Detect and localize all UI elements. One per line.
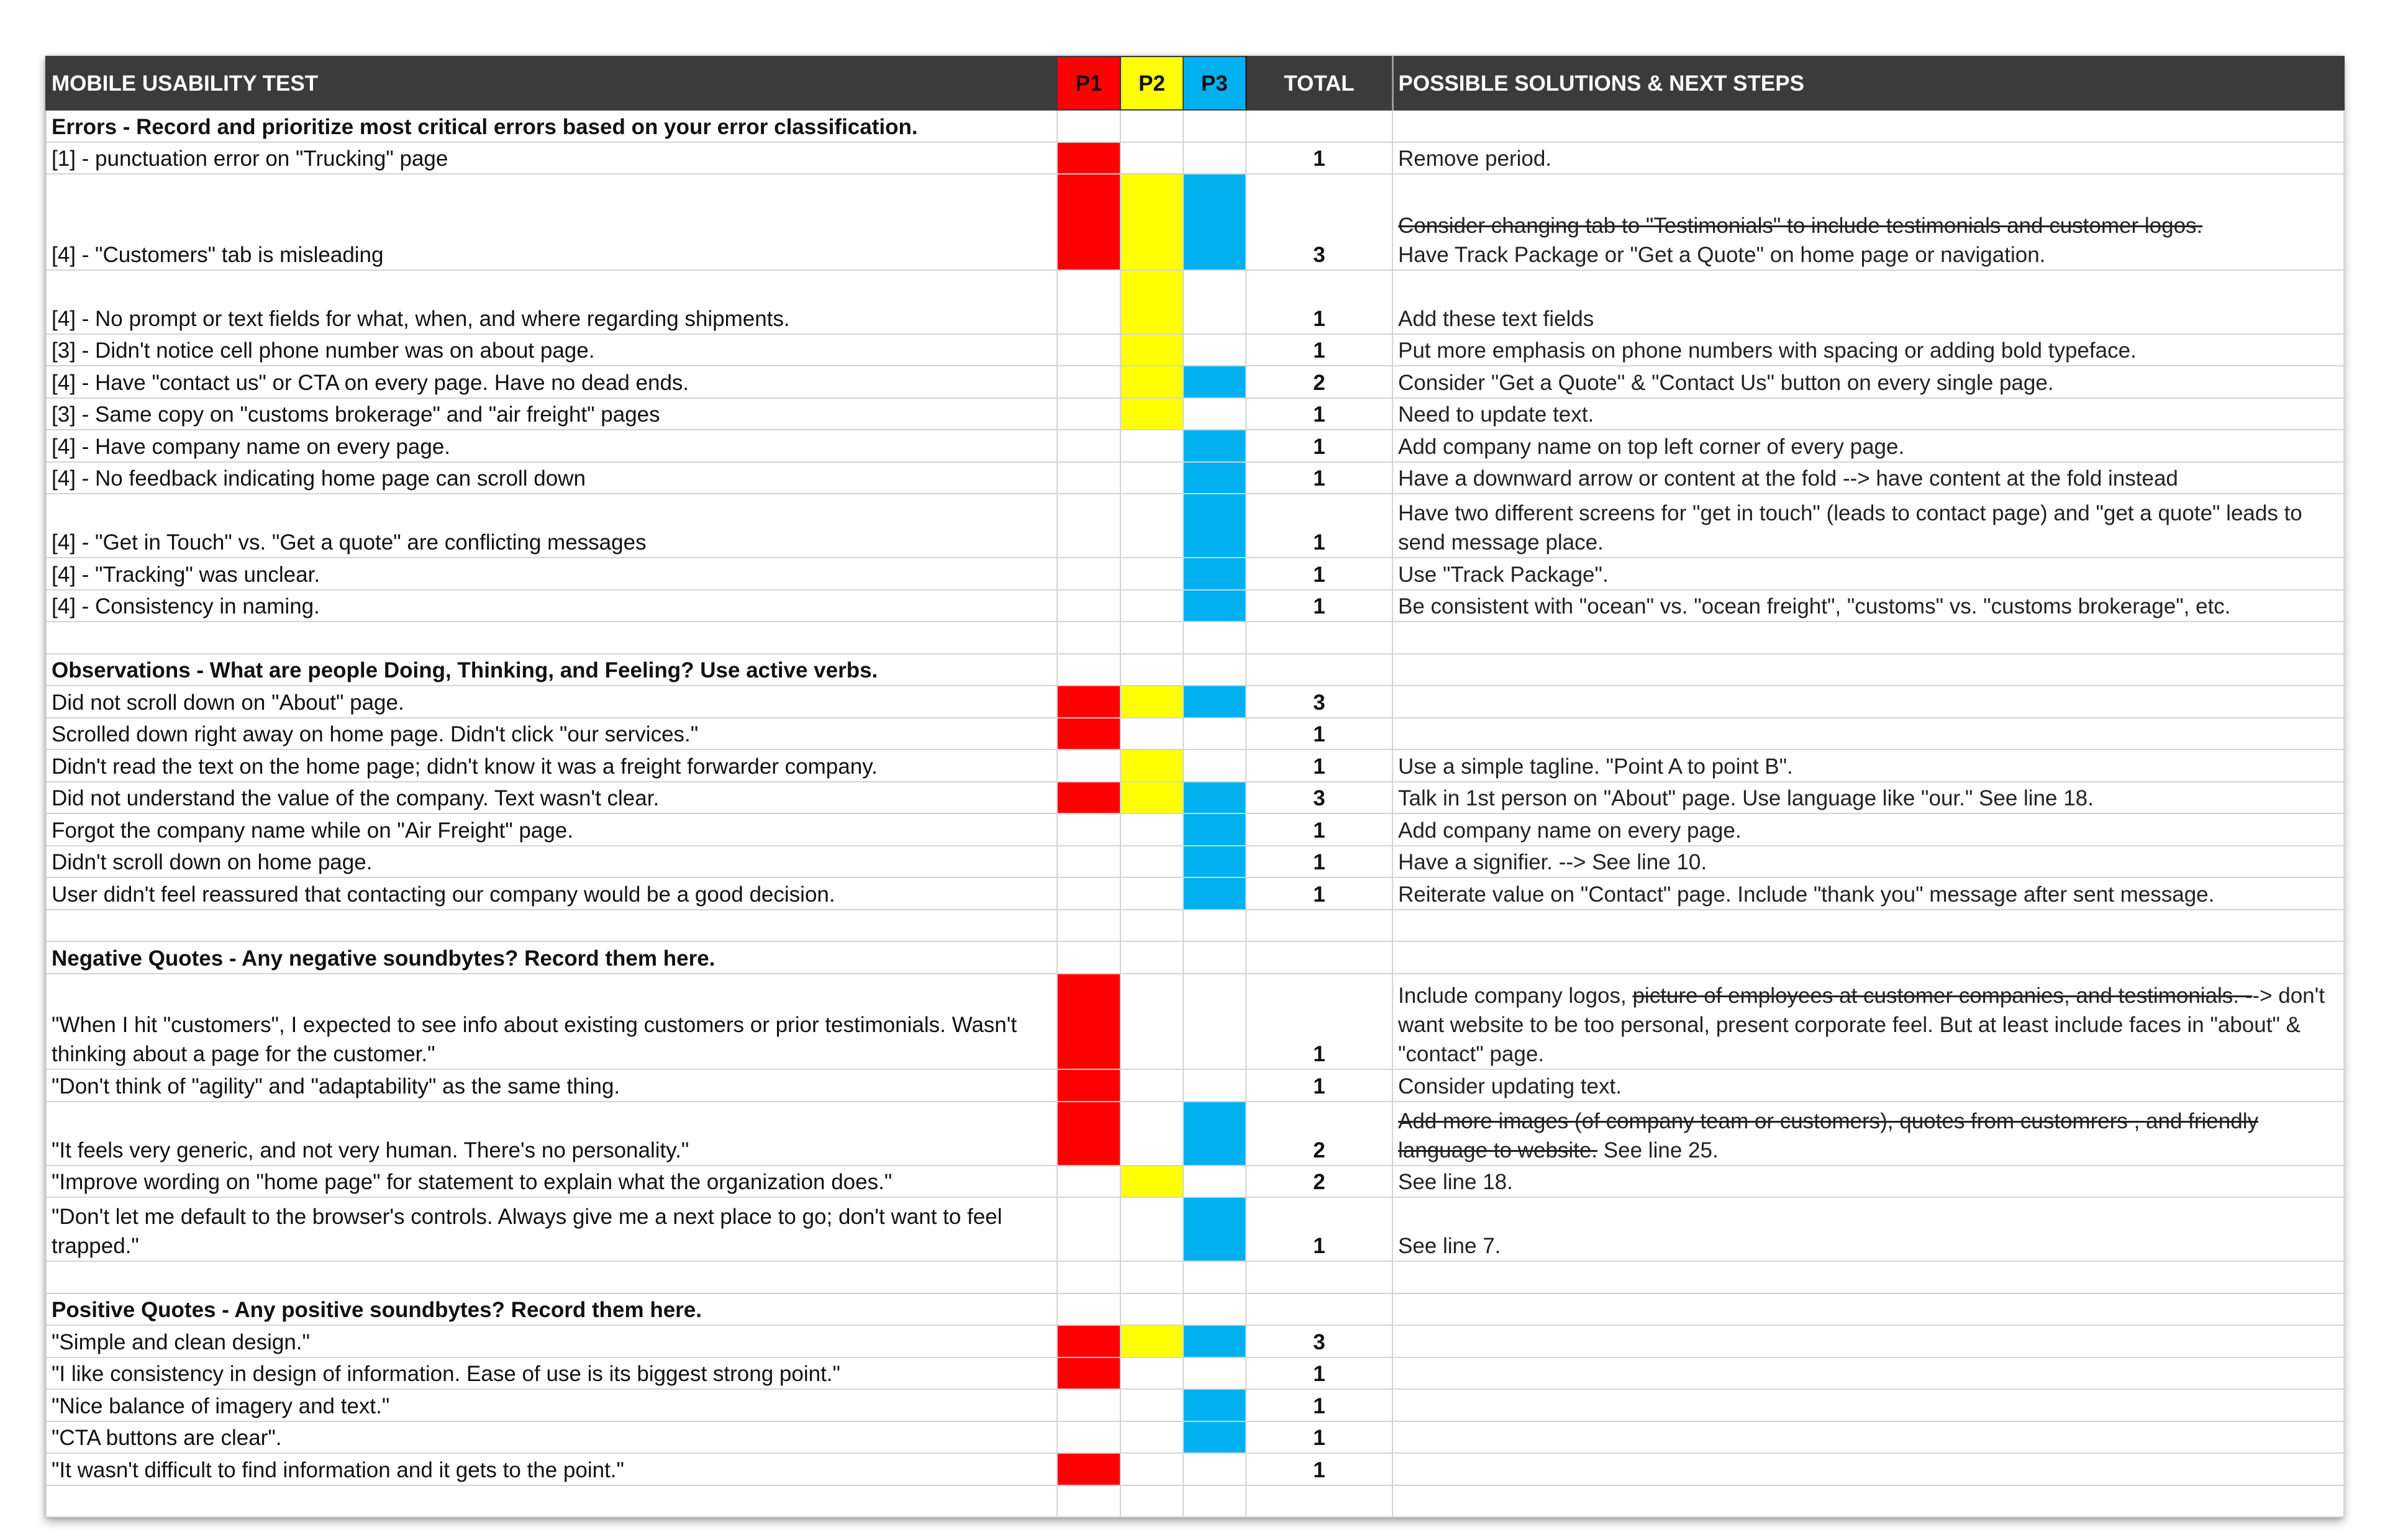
cell-solution[interactable] [1392,1485,2344,1518]
cell-p2-marker[interactable] [1120,910,1183,942]
cell-description[interactable]: User didn't feel reassured that contacting our company would be a good decision. [46,877,1057,910]
cell-description[interactable]: [3] - Didn't notice cell phone number was on about page. [46,334,1057,366]
cell-solution[interactable] [1392,750,2344,782]
cell-p2-marker[interactable] [1120,494,1183,558]
table-row [46,1102,2344,1166]
cell-p2-marker[interactable] [1120,270,1183,334]
cell-total[interactable]: 1 [1246,558,1392,590]
solution-text: Be consistent with "ocean" vs. "ocean freight", "customs" vs. "customs brokerage", etc. [1398,594,2231,618]
cell-p3-marker[interactable] [1183,1261,1246,1293]
cell-p1-marker[interactable] [1057,1166,1120,1198]
cell-description[interactable]: "CTA buttons are clear". [46,1421,1057,1454]
cell-description[interactable] [46,1261,1057,1293]
cell-p2-marker[interactable] [1120,110,1183,142]
solution-text: Reiterate value on "Contact" page. Include "thank you" message after sent message. [1398,882,2215,907]
cell-description[interactable] [46,910,1057,942]
cell-total[interactable]: 1 [1246,1357,1392,1390]
table-row [46,750,2344,782]
cell-description[interactable]: [4] - No prompt or text fields for what, when, and where regarding shipments. [46,270,1057,334]
cell-p2-marker[interactable] [1120,1421,1183,1454]
table-row [46,1325,2344,1357]
cell-p2-marker[interactable] [1120,877,1183,910]
solution-text: See line 18. [1398,1170,1513,1194]
table-row [46,1421,2344,1454]
cell-p3-marker[interactable] [1183,974,1246,1070]
header-p1[interactable]: P1 [1057,57,1120,110]
cell-p3-marker[interactable] [1183,877,1246,910]
cell-description[interactable]: Didn't read the text on the home page; didn't know it was a freight forwarder company. [46,750,1057,782]
cell-p3-marker[interactable] [1183,686,1246,718]
cell-solution[interactable] [1392,654,2344,686]
solution-text: Consider updating text. [1398,1074,1622,1098]
header-solutions[interactable]: POSSIBLE SOLUTIONS & NEXT STEPS [1392,57,2344,110]
cell-p1-marker[interactable] [1057,782,1120,814]
cell-solution[interactable] [1392,334,2344,366]
cell-total[interactable]: 1 [1246,398,1392,430]
table-row [46,718,2344,750]
table-row [46,270,2344,334]
solution-text: Add company name on top left corner of every page. [1398,434,1905,459]
cell-p3-marker[interactable] [1183,750,1246,782]
cell-p2-marker[interactable] [1120,1485,1183,1518]
cell-p2-marker[interactable] [1120,846,1183,878]
cell-description[interactable]: Negative Quotes - Any negative soundbytes? Record them here. [46,941,1057,974]
cell-p1-marker[interactable] [1057,974,1120,1070]
cell-solution[interactable] [1392,782,2344,814]
section-row [46,654,2344,686]
cell-p2-marker[interactable] [1120,334,1183,366]
table-row [46,813,2344,846]
solution-strikethrough-text: Consider changing tab to "Testimonials" to include testimonials and customer logos. [1398,213,2203,238]
cell-solution[interactable] [1392,941,2344,974]
cell-description[interactable]: [4] - Have company name on every page. [46,430,1057,462]
table-row [46,1166,2344,1198]
cell-solution[interactable] [1392,110,2344,142]
cell-solution[interactable] [1392,398,2344,430]
cell-total[interactable]: 1 [1246,846,1392,878]
usability-table [45,56,2345,1518]
cell-description[interactable]: [4] - No feedback indicating home page can scroll down [46,462,1057,494]
table-body [46,110,2344,1517]
cell-p1-marker[interactable] [1057,1261,1120,1293]
cell-p2-marker[interactable] [1120,558,1183,590]
cell-p1-marker[interactable] [1057,846,1120,878]
cell-total[interactable] [1246,910,1392,942]
cell-p3-marker[interactable] [1183,718,1246,750]
table-row [46,877,2344,910]
table-row [46,590,2344,622]
cell-p1-marker[interactable] [1057,270,1120,334]
solution-text: Have two different screens for "get in touch" (leads to contact page) and "get a quote" leads to send message place. [1398,501,2302,555]
section-row [46,1293,2344,1326]
solution-text: See line 7. [1398,1234,1501,1258]
cell-description[interactable]: [4] - "Customers" tab is misleading [46,174,1057,270]
cell-total[interactable]: 3 [1246,782,1392,814]
cell-total[interactable]: 1 [1246,590,1392,622]
cell-solution[interactable] [1392,622,2344,654]
cell-p3-marker[interactable] [1183,462,1246,494]
cell-total[interactable]: 1 [1246,1453,1392,1485]
cell-p2-marker[interactable] [1120,1293,1183,1326]
cell-p3-marker[interactable] [1183,366,1246,398]
cell-solution[interactable] [1392,1357,2344,1390]
cell-p1-marker[interactable] [1057,558,1120,590]
cell-description[interactable]: "Nice balance of imagery and text." [46,1389,1057,1421]
table-row [46,1069,2344,1102]
cell-description[interactable]: "Don't think of "agility" and "adaptability" as the same thing. [46,1069,1057,1102]
cell-description[interactable]: "Don't let me default to the browser's controls. Always give me a next place to go; don't want to feel trapped." [46,1197,1057,1261]
cell-p1-marker[interactable] [1057,174,1120,270]
cell-p3-marker[interactable] [1183,334,1246,366]
cell-description[interactable]: "It feels very generic, and not very human. There's no personality." [46,1102,1057,1166]
cell-p3-marker[interactable] [1183,110,1246,142]
solution-text: Use a simple tagline. "Point A to point B". [1398,754,1793,779]
cell-solution[interactable] [1392,813,2344,846]
cell-p2-marker[interactable] [1120,1166,1183,1198]
cell-total[interactable] [1246,654,1392,686]
cell-p1-marker[interactable] [1057,1197,1120,1261]
cell-description[interactable]: [4] - Consistency in naming. [46,590,1057,622]
cell-total[interactable]: 3 [1246,174,1392,270]
cell-p2-marker[interactable] [1120,974,1183,1070]
solution-text: Consider "Get a Quote" & "Contact Us" button on every single page. [1398,370,2054,395]
cell-p1-marker[interactable] [1057,750,1120,782]
cell-p2-marker[interactable] [1120,430,1183,462]
cell-p1-marker[interactable] [1057,1357,1120,1390]
cell-p2-marker[interactable] [1120,782,1183,814]
solution-text: Add company name on every page. [1398,818,1742,843]
cell-solution[interactable] [1392,1197,2344,1261]
cell-solution[interactable] [1392,877,2344,910]
cell-p2-marker[interactable] [1120,1261,1183,1293]
cell-solution[interactable] [1392,1261,2344,1293]
solution-text: Talk in 1st person on "About" page. Use language like "our." See line 18. [1398,786,2094,810]
cell-description[interactable]: Didn't scroll down on home page. [46,846,1057,878]
header-title[interactable]: MOBILE USABILITY TEST [46,57,1057,110]
cell-total[interactable]: 1 [1246,430,1392,462]
cell-description[interactable]: Observations - What are people Doing, Thinking, and Feeling? Use active verbs. [46,654,1057,686]
cell-p3-marker[interactable] [1183,813,1246,846]
cell-p2-marker[interactable] [1120,366,1183,398]
cell-description[interactable]: Positive Quotes - Any positive soundbytes? Record them here. [46,1293,1057,1326]
table-row [46,462,2344,494]
section-row [46,110,2344,142]
header-row [46,57,2344,110]
cell-p3-marker[interactable] [1183,1069,1246,1102]
header-total[interactable]: TOTAL [1246,57,1392,110]
cell-p1-marker[interactable] [1057,1069,1120,1102]
cell-p3-marker[interactable] [1183,1485,1246,1518]
header-p3[interactable]: P3 [1183,57,1246,110]
table-row [46,686,2344,718]
table-row [46,430,2344,462]
usability-spreadsheet [45,56,2343,1518]
cell-total[interactable]: 2 [1246,1102,1392,1166]
blank-row [46,622,2344,654]
table-row [46,974,2344,1070]
table-row [46,174,2344,270]
cell-p2-marker[interactable] [1120,750,1183,782]
cell-total[interactable]: 1 [1246,334,1392,366]
cell-p3-marker[interactable] [1183,1166,1246,1198]
cell-p1-marker[interactable] [1057,142,1120,174]
section-row [46,941,2344,974]
cell-p2-marker[interactable] [1120,1069,1183,1102]
table-row [46,1389,2344,1421]
cell-p3-marker[interactable] [1183,910,1246,942]
solution-text: Put more emphasis on phone numbers with spacing or adding bold typeface. [1398,338,2137,363]
cell-total[interactable]: 1 [1246,877,1392,910]
cell-description[interactable]: [4] - Have "contact us" or CTA on every page. Have no dead ends. [46,366,1057,398]
cell-description[interactable]: "When I hit "customers", I expected to see info about existing customers or prior testimonials. Wasn't thinking about a page for the customer." [46,974,1057,1070]
cell-p2-marker[interactable] [1120,1389,1183,1421]
cell-total[interactable]: 1 [1246,1069,1392,1102]
cell-total[interactable] [1246,1261,1392,1293]
table-row [46,1357,2344,1390]
solution-text: Include company logos, [1398,984,1633,1008]
cell-p1-marker[interactable] [1057,462,1120,494]
cell-p3-marker[interactable] [1183,1453,1246,1485]
cell-p1-marker[interactable] [1057,494,1120,558]
cell-solution[interactable] [1392,430,2344,462]
solution-text: See line 25. [1597,1138,1719,1162]
cell-p3-marker[interactable] [1183,430,1246,462]
table-row [46,142,2344,174]
cell-solution[interactable] [1392,366,2344,398]
cell-p2-marker[interactable] [1120,718,1183,750]
solution-text: Add these text fields [1398,306,1594,331]
cell-p2-marker[interactable] [1120,1357,1183,1390]
cell-solution[interactable] [1392,1166,2344,1198]
cell-total[interactable]: 3 [1246,1325,1392,1357]
table-row [46,1197,2344,1261]
cell-p3-marker[interactable] [1183,1293,1246,1326]
cell-p1-marker[interactable] [1057,1453,1120,1485]
cell-p2-marker[interactable] [1120,654,1183,686]
cell-p3-marker[interactable] [1183,398,1246,430]
cell-p1-marker[interactable] [1057,718,1120,750]
cell-p1-marker[interactable] [1057,654,1120,686]
solution-text: Have a signifier. --> See line 10. [1398,850,1707,874]
cell-p3-marker[interactable] [1183,1389,1246,1421]
cell-p1-marker[interactable] [1057,1485,1120,1518]
cell-p1-marker[interactable] [1057,590,1120,622]
cell-description[interactable]: Scrolled down right away on home page. Didn't click "our services." [46,718,1057,750]
solution-text: Use "Track Package". [1398,562,1609,587]
cell-total[interactable]: 1 [1246,813,1392,846]
cell-solution[interactable] [1392,174,2344,270]
cell-p1-marker[interactable] [1057,334,1120,366]
cell-solution[interactable] [1392,270,2344,334]
solution-text: Have Track Package or "Get a Quote" on home page or navigation. [1398,242,2046,267]
cell-description[interactable]: Errors - Record and prioritize most critical errors based on your error classification. [46,110,1057,142]
solution-text: -> don't want website to be too personal, present corporate feel. But at least include faces in "about" & "contact" page. [1398,984,2325,1066]
cell-p1-marker[interactable] [1057,1389,1120,1421]
cell-p2-marker[interactable] [1120,1197,1183,1261]
cell-description[interactable]: [4] - "Tracking" was unclear. [46,558,1057,590]
cell-total[interactable]: 2 [1246,366,1392,398]
cell-total[interactable]: 2 [1246,1166,1392,1198]
cell-p3-marker[interactable] [1183,846,1246,878]
cell-p1-marker[interactable] [1057,110,1120,142]
cell-total[interactable]: 3 [1246,686,1392,718]
cell-p1-marker[interactable] [1057,877,1120,910]
cell-description[interactable]: "I like consistency in design of information. Ease of use is its biggest strong point." [46,1357,1057,1390]
cell-description[interactable]: "Improve wording on "home page" for statement to explain what the organization does." [46,1166,1057,1198]
cell-p3-marker[interactable] [1183,1357,1246,1390]
cell-solution[interactable] [1392,974,2344,1070]
cell-solution[interactable] [1392,1389,2344,1421]
blank-row [46,1485,2344,1518]
cell-total[interactable]: 1 [1246,718,1392,750]
cell-p1-marker[interactable] [1057,1325,1120,1357]
cell-p3-marker[interactable] [1183,1421,1246,1454]
cell-description[interactable]: Forgot the company name while on "Air Freight" page. [46,813,1057,846]
table-row [46,398,2344,430]
cell-p2-marker[interactable] [1120,622,1183,654]
cell-p2-marker[interactable] [1120,398,1183,430]
cell-p1-marker[interactable] [1057,813,1120,846]
solution-text: Need to update text. [1398,402,1594,427]
cell-p2-marker[interactable] [1120,142,1183,174]
cell-p3-marker[interactable] [1183,1102,1246,1166]
cell-description[interactable]: "Simple and clean design." [46,1325,1057,1357]
cell-p3-marker[interactable] [1183,941,1246,974]
table-row [46,494,2344,558]
cell-p1-marker[interactable] [1057,1421,1120,1454]
cell-total[interactable]: 1 [1246,462,1392,494]
cell-p3-marker[interactable] [1183,622,1246,654]
cell-total[interactable] [1246,1485,1392,1518]
cell-description[interactable]: [1] - punctuation error on "Trucking" page [46,142,1057,174]
cell-p1-marker[interactable] [1057,398,1120,430]
cell-p1-marker[interactable] [1057,622,1120,654]
solution-text: Remove period. [1398,147,1552,171]
cell-description[interactable]: "It wasn't difficult to find information and it gets to the point." [46,1453,1057,1485]
cell-description[interactable]: [3] - Same copy on "customs brokerage" and "air freight" pages [46,398,1057,430]
cell-p1-marker[interactable] [1057,1102,1120,1166]
solution-strikethrough-text: Add more images (of company team or customers), quotes from customrers , and friendly language to website. [1398,1108,2258,1162]
cell-solution[interactable] [1392,1069,2344,1102]
cell-solution[interactable] [1392,590,2344,622]
cell-total[interactable] [1246,1293,1392,1326]
table-row [46,558,2344,590]
cell-p1-marker[interactable] [1057,910,1120,942]
cell-p3-marker[interactable] [1183,782,1246,814]
cell-total[interactable]: 1 [1246,974,1392,1070]
cell-p2-marker[interactable] [1120,813,1183,846]
cell-p2-marker[interactable] [1120,174,1183,270]
cell-description[interactable] [46,1485,1057,1518]
cell-total[interactable] [1246,941,1392,974]
cell-p2-marker[interactable] [1120,590,1183,622]
cell-solution[interactable] [1392,1453,2344,1485]
cell-total[interactable]: 1 [1246,494,1392,558]
cell-solution[interactable] [1392,142,2344,174]
header-p2[interactable]: P2 [1120,57,1183,110]
cell-p3-marker[interactable] [1183,494,1246,558]
cell-p3-marker[interactable] [1183,1325,1246,1357]
cell-p3-marker[interactable] [1183,270,1246,334]
cell-solution[interactable] [1392,718,2344,750]
cell-solution[interactable] [1392,1102,2344,1166]
cell-p3-marker[interactable] [1183,558,1246,590]
cell-description[interactable]: Did not understand the value of the company. Text wasn't clear. [46,782,1057,814]
cell-p3-marker[interactable] [1183,142,1246,174]
cell-p2-marker[interactable] [1120,1325,1183,1357]
solution-strikethrough-text: picture of employees at customer companies, and testimonials. - [1632,984,2253,1008]
cell-solution[interactable] [1392,910,2344,942]
cell-p3-marker[interactable] [1183,174,1246,270]
cell-p2-marker[interactable] [1120,1453,1183,1485]
cell-p2-marker[interactable] [1120,686,1183,718]
blank-row [46,910,2344,942]
cell-total[interactable]: 1 [1246,750,1392,782]
table-row [46,1453,2344,1485]
cell-p1-marker[interactable] [1057,366,1120,398]
cell-solution[interactable] [1392,494,2344,558]
cell-p2-marker[interactable] [1120,462,1183,494]
cell-p3-marker[interactable] [1183,590,1246,622]
cell-description[interactable]: [4] - "Get in Touch" vs. "Get a quote" are conflicting messages [46,494,1057,558]
cell-p1-marker[interactable] [1057,941,1120,974]
cell-solution[interactable] [1392,462,2344,494]
cell-total[interactable]: 1 [1246,1197,1392,1261]
cell-total[interactable] [1246,622,1392,654]
cell-p2-marker[interactable] [1120,941,1183,974]
cell-solution[interactable] [1392,558,2344,590]
cell-p2-marker[interactable] [1120,1102,1183,1166]
cell-p1-marker[interactable] [1057,430,1120,462]
cell-description[interactable] [46,622,1057,654]
cell-total[interactable]: 1 [1246,1389,1392,1421]
cell-solution[interactable] [1392,1421,2344,1454]
table-row [46,334,2344,366]
cell-description[interactable]: Did not scroll down on "About" page. [46,686,1057,718]
table-row [46,846,2344,878]
cell-solution[interactable] [1392,846,2344,878]
cell-solution[interactable] [1392,686,2344,718]
cell-solution[interactable] [1392,1325,2344,1357]
cell-p1-marker[interactable] [1057,1293,1120,1326]
table-row [46,366,2344,398]
cell-total[interactable]: 1 [1246,142,1392,174]
table-row [46,782,2344,814]
cell-solution[interactable] [1392,1293,2344,1326]
cell-p1-marker[interactable] [1057,686,1120,718]
blank-row [46,1261,2344,1293]
cell-p3-marker[interactable] [1183,1197,1246,1261]
cell-p3-marker[interactable] [1183,654,1246,686]
cell-total[interactable] [1246,110,1392,142]
cell-total[interactable]: 1 [1246,1421,1392,1454]
solution-text: Have a downward arrow or content at the fold --> have content at the fold instead [1398,466,2178,491]
cell-total[interactable]: 1 [1246,270,1392,334]
